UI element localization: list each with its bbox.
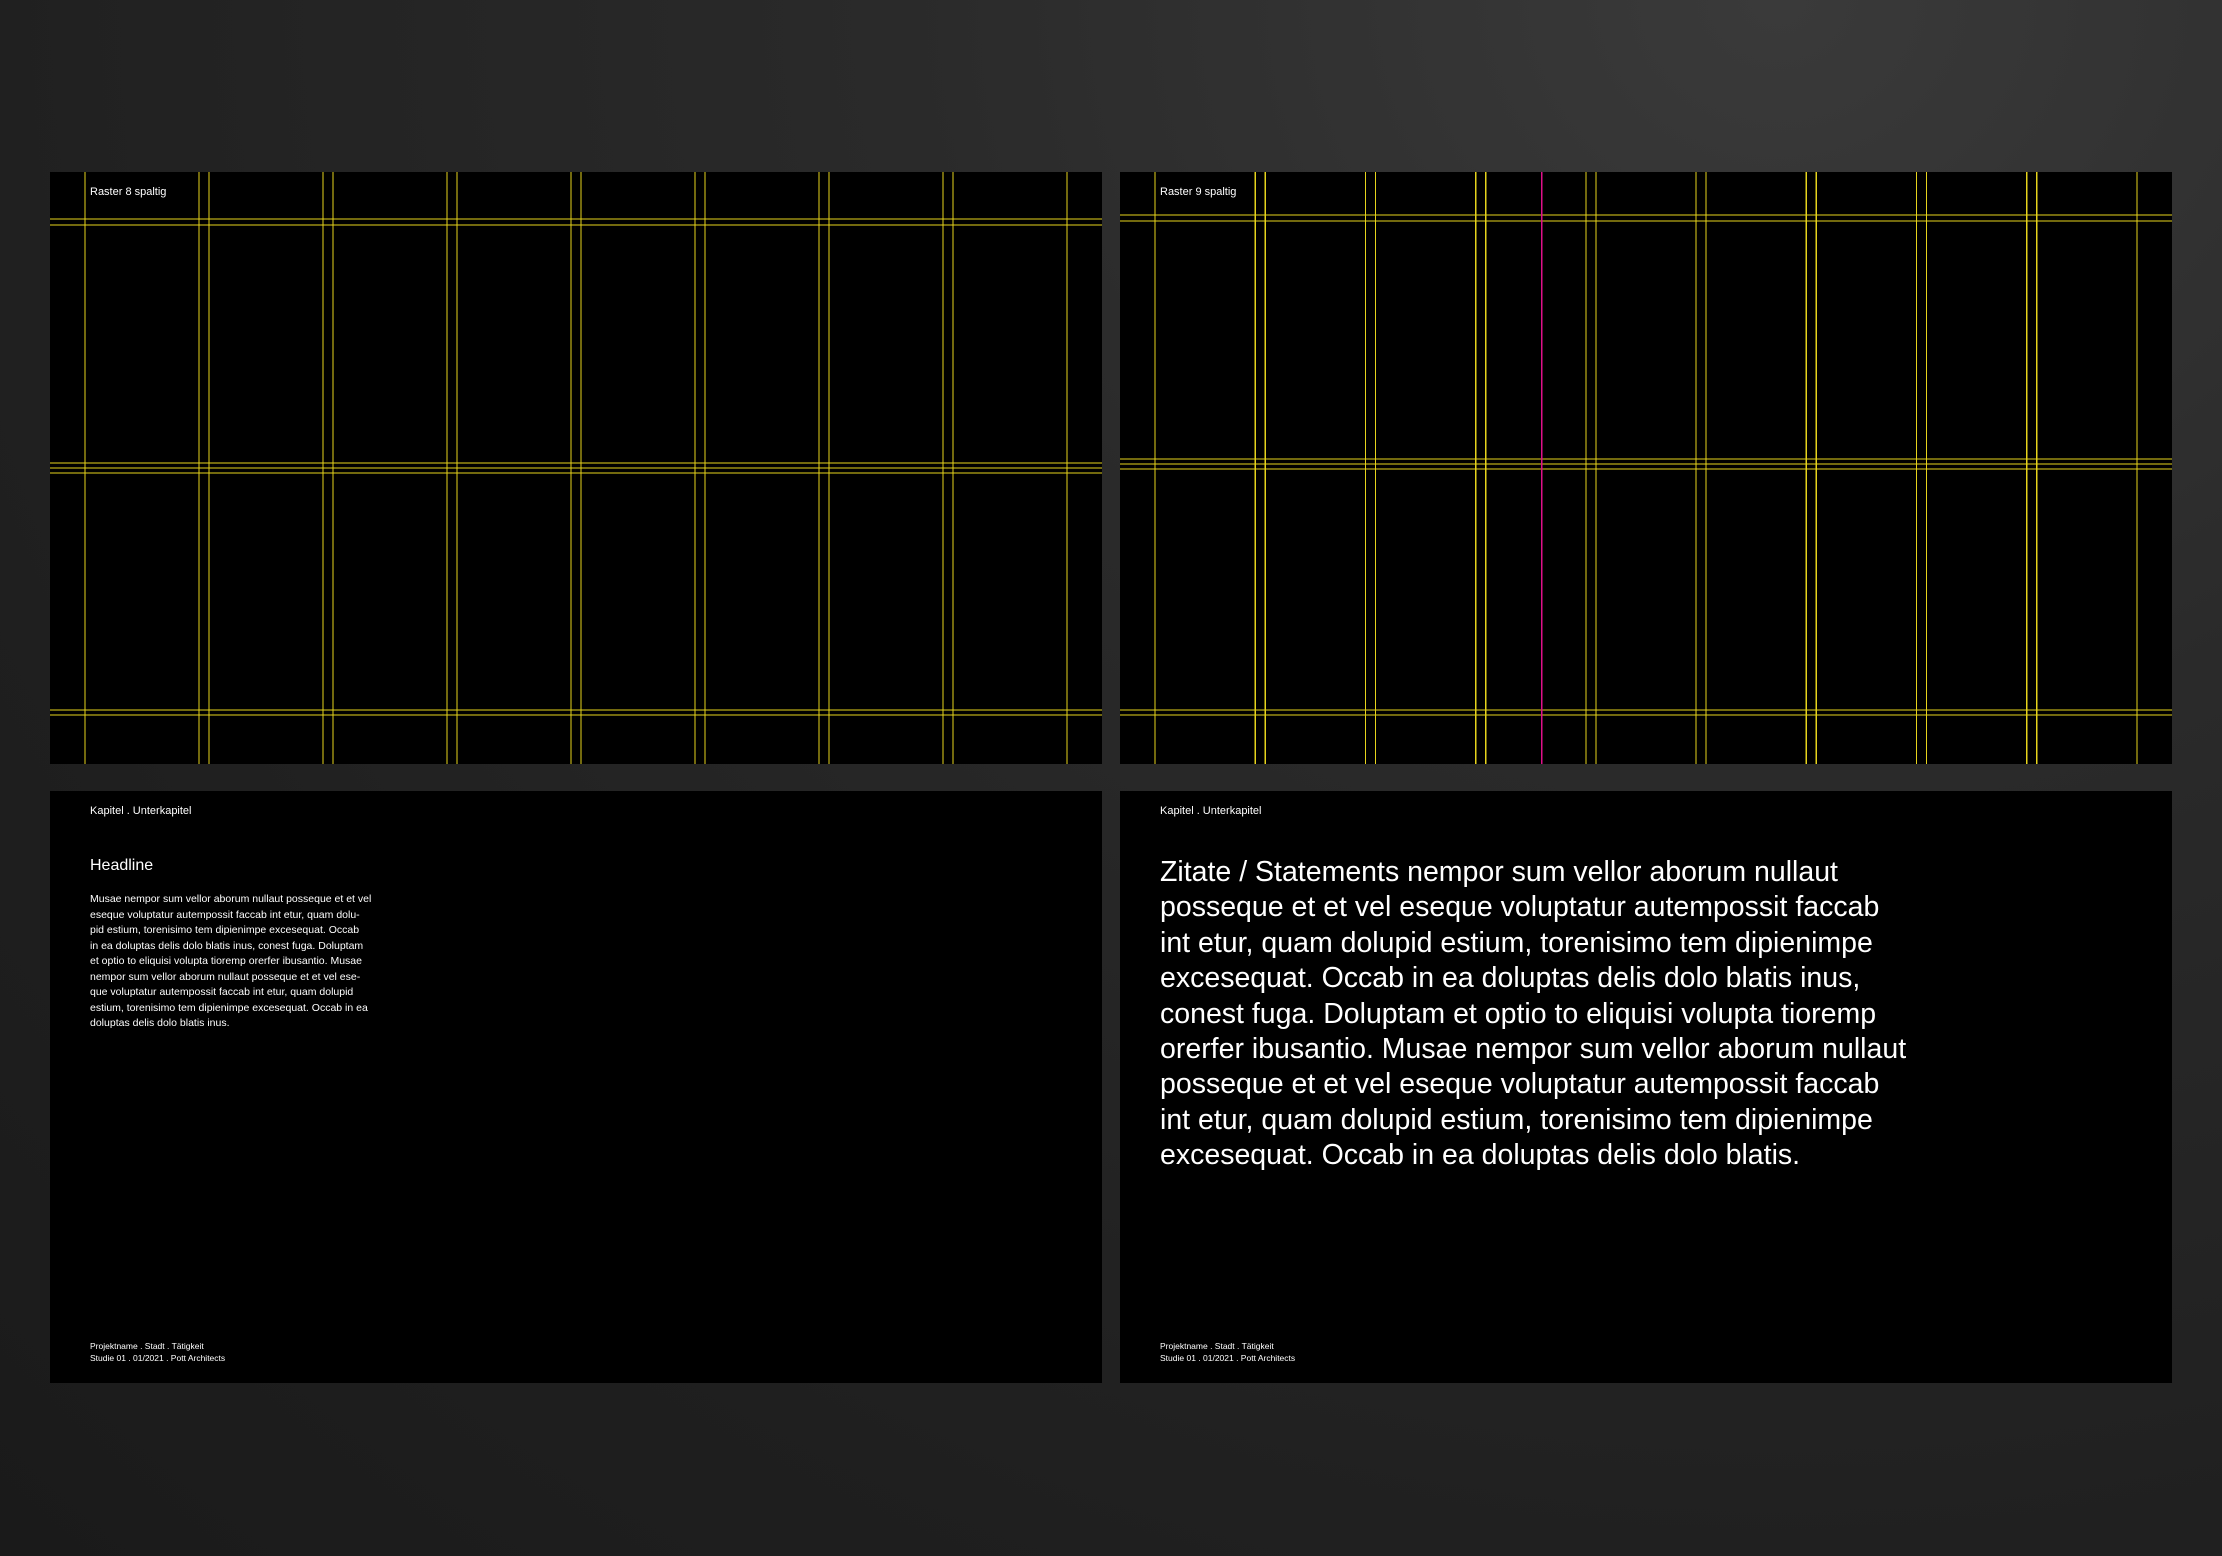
quote-line: orerfer ibusantio. Musae nempor sum vellor aborum nullaut	[1160, 1033, 1907, 1066]
body-text-line: doluptas delis dolo blatis inus.	[90, 1017, 230, 1029]
body-text-line: que voluptatur autempossit faccab int etur, quam dolupid	[90, 986, 354, 998]
page-label: Raster 9 spaltig	[1160, 186, 1237, 198]
quote-line: posseque et et vel eseque voluptatur autempossit faccab	[1160, 891, 1880, 924]
quote-line: posseque et et vel eseque voluptatur autempossit faccab	[1160, 1068, 1880, 1101]
page-text-layout	[50, 791, 1102, 1383]
body-text-line: nempor sum vellor aborum nullaut posseque et et vel ese-	[90, 970, 361, 983]
section-label: Kapitel . Unterkapitel	[1160, 805, 1262, 817]
footer-study-info: Studie 01 . 01/2021 . Pott Architects	[1160, 1353, 1296, 1363]
footer-project-info: Projektname . Stadt . Tätigkeit	[90, 1341, 204, 1351]
footer-project-info: Projektname . Stadt . Tätigkeit	[1160, 1341, 1274, 1351]
section-label: Kapitel . Unterkapitel	[90, 805, 192, 817]
body-text-line: Musae nempor sum vellor aborum nullaut posseque et et vel	[90, 893, 372, 905]
quote-line: conest fuga. Doluptam et optio to eliquisi volupta tioremp	[1160, 997, 1877, 1030]
page-grid-9-columns	[1120, 172, 2172, 764]
quote-line: excesequat. Occab in ea doluptas delis dolo blatis inus,	[1160, 962, 1861, 995]
body-text-line: pid estium, torenisimo tem dipienimpe excesequat. Occab	[90, 924, 360, 936]
body-text-line: et optio to eliquisi volupta tioremp orerfer ibusantio. Musae	[90, 955, 362, 967]
quote-line: int etur, quam dolupid estium, torenisimo tem dipienimpe	[1160, 926, 1873, 959]
grid-overlay-8	[50, 172, 1102, 764]
page-quote-layout	[1120, 791, 2172, 1383]
body-text	[90, 892, 430, 1032]
body-text-line: estium, torenisimo tem dipienimpe excesequat. Occab in ea	[90, 1001, 368, 1014]
footer-study-info: Studie 01 . 01/2021 . Pott Architects	[90, 1353, 226, 1363]
headline: Headline	[90, 857, 154, 874]
body-text-line: eseque voluptatur autempossit faccab int etur, quam dolu-	[90, 908, 360, 921]
quote-line: excesequat. Occab in ea doluptas delis dolo blatis.	[1160, 1139, 1801, 1172]
page-label: Raster 8 spaltig	[90, 186, 167, 198]
grid-overlay-9	[1120, 172, 2172, 764]
quote-text	[1160, 855, 2040, 1174]
quote-line: int etur, quam dolupid estium, torenisimo tem dipienimpe	[1160, 1103, 1873, 1136]
quote-line: Zitate / Statements nempor sum vellor aborum nullaut	[1160, 856, 1838, 888]
body-text-line: in ea doluptas delis dolo blatis inus, conest fuga. Doluptam	[90, 939, 364, 952]
page-grid-8-columns	[50, 172, 1102, 764]
